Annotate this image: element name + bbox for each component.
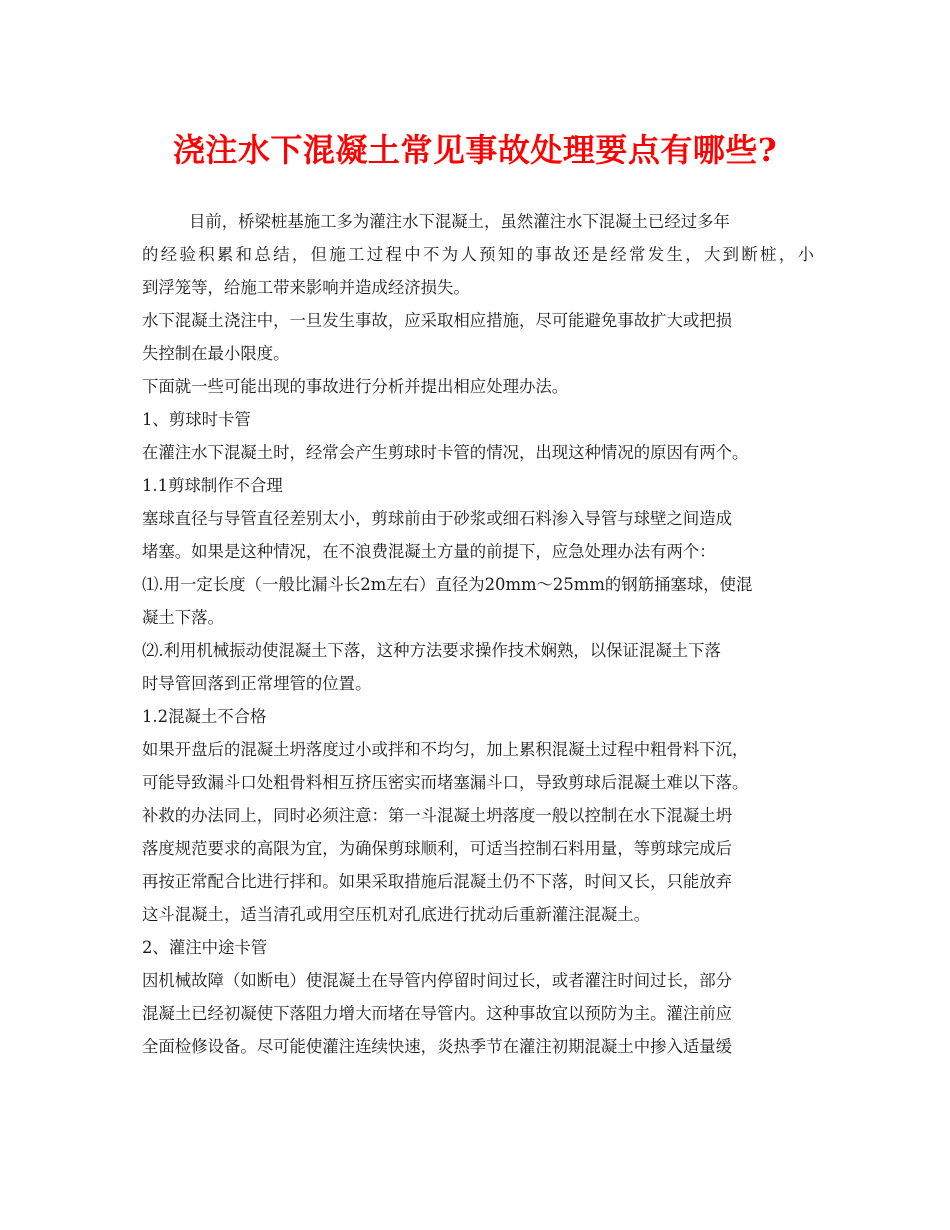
text-line: 落度规范要求的高限为宜，为确保剪球顺利，可适当控制石料用量，等剪球完成后 [142, 839, 733, 858]
text-line: 堵塞。如果是这种情况，在不浪费混凝土方量的前提下，应急处理办法有两个： [142, 542, 716, 561]
text-line: 这斗混凝土，适当清孔或用空压机对孔底进行扰动后重新灌注混凝土。 [142, 905, 651, 924]
text-line: 补救的办法同上，同时必须注意：第一斗混凝土坍落度一般以控制在水下混凝土坍 [142, 806, 733, 825]
text-line: 可能导致漏斗口处粗骨料相互挤压密实而堵塞漏斗口，导致剪球后混凝土难以下落。 [142, 773, 749, 792]
text-line: 全面检修设备。尽可能使灌注连续快速，炎热季节在灌注初期混凝土中掺入适量缓 [142, 1037, 733, 1056]
text-line: 时导管回落到正常埋管的位置。 [142, 674, 372, 693]
text-line: 1.1剪球制作不合理 [142, 476, 283, 495]
text-line: 失控制在最小限度。 [142, 344, 290, 363]
document-title: 浇注水下混凝土常见事故处理要点有哪些? [172, 131, 778, 169]
text-line: 塞球直径与导管直径差别太小，剪球前由于砂浆或细石料渗入导管与球壁之间造成 [142, 509, 733, 528]
text-line: 再按正常配合比进行拌和。如果采取措施后混凝土仍不下落，时间又长，只能放弃 [142, 872, 733, 891]
text-line: 如果开盘后的混凝土坍落度过小或拌和不均匀，加上累积混凝土过程中粗骨料下沉， [142, 740, 749, 759]
text-line: ⑴.用一定长度（一般比漏斗长2m左右）直径为20mm～25mm的钢筋捅塞球，使混 [142, 575, 753, 594]
text-line: ⑵.利用机械振动使混凝土下落，这种方法要求操作技术娴熟，以保证混凝土下落 [142, 641, 721, 660]
document-body [142, 205, 814, 1063]
text-line: 凝土下落。 [142, 608, 224, 627]
text-line: 在灌注水下混凝土时，经常会产生剪球时卡管的情况，出现这种情况的原因有两个。 [142, 443, 749, 462]
text-line: 1、剪球时卡管 [142, 410, 251, 429]
text-line: 因机械故障（如断电）使混凝土在导管内停留时间过长，或者灌注时间过长，部分 [142, 971, 733, 990]
text-line: 目前，桥梁桩基施工多为灌注水下混凝土，虽然灌注水下混凝土已经过多年 [189, 212, 730, 231]
text-line: 水下混凝土浇注中，一旦发生事故，应采取相应措施，尽可能避免事故扩大或把损 [142, 311, 733, 330]
text-line: 的经验积累和总结，但施工过程中不为人预知的事故还是经常发生，大到断桩，小 [142, 245, 814, 264]
text-line: 2、灌注中途卡管 [142, 938, 268, 957]
text-line: 到浮笼等，给施工带来影响并造成经济损失。 [142, 278, 470, 297]
text-line: 1.2混凝土不合格 [142, 707, 267, 726]
text-line: 下面就一些可能出现的事故进行分析并提出相应处理办法。 [142, 377, 569, 396]
text-line: 混凝土已经初凝使下落阻力增大而堵在导管内。这种事故宜以预防为主。灌注前应 [142, 1004, 733, 1023]
